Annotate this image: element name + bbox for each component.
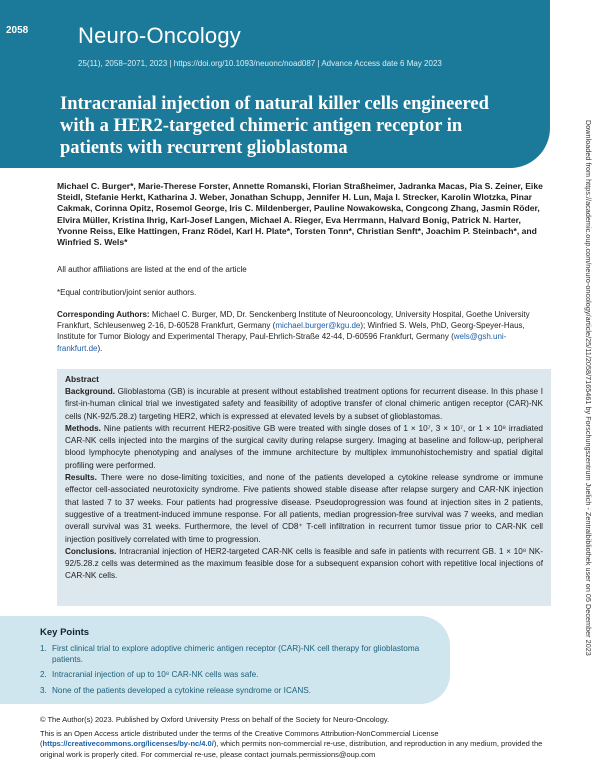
article-citation: 25(11), 2058–2071, 2023 | https://doi.org/10.1093/neuonc/noad087 | Advance Access date 6 May 2023 bbox=[78, 59, 442, 68]
abstract-conclusions bbox=[65, 546, 543, 583]
correspondence-text-1: Michael C. Burger, MD, Dr. Senckenberg Institute of Neurooncology, University Hospital, Goethe University Frankfurt, Schleusenweg 2-16, D-60528 Frankfurt, Germany ( bbox=[57, 310, 530, 331]
license-link[interactable]: https://creativecommons.org/licenses/by-nc/4.0/ bbox=[42, 739, 214, 748]
correspondence-text-2: ); Winfried S. Wels, PhD, Georg-Speyer-Haus, Institute for Tumor Biology and Experimental Therapy, Paul-Ehrlich-Straße 42-44, D-60596 Frankfurt, Germany ( bbox=[57, 321, 525, 342]
key-point-item bbox=[40, 686, 430, 697]
key-point-item bbox=[40, 670, 430, 681]
abstract-box bbox=[57, 369, 551, 606]
page-number: 2058 bbox=[6, 25, 29, 36]
key-point-number: 2. bbox=[40, 670, 47, 679]
license-footer bbox=[40, 715, 546, 760]
methods-text: Nine patients with recurrent HER2-positive GB were treated with single doses of 1 × 10⁷, 3 × 10⁷, or 1 × 10⁸ irradiated CAR-NK cells injected into the margins of the surgical cavity during relapse surgery. Imaging at baseline and follow-up, peripheral blood lymphocyte phenotyping and analyses of the immune architecture by multiplex immunohistochemistry and spatial digital profiling were performed. bbox=[65, 423, 543, 470]
methods-label: Methods. bbox=[65, 423, 101, 433]
key-point-number: 3. bbox=[40, 685, 47, 695]
conclusions-text: Intracranial injection of HER2-targeted CAR-NK cells is feasible and safe in patients with recurrent GB. 1 × 10⁸ NK-92/5.28.z cells was determined as the maximum feasible dose for a subsequent expansion cohort with repetitive local injections of CAR-NK cells. bbox=[65, 546, 543, 581]
background-text: Glioblastoma (GB) is incurable at present without established treatment options for recurrent disease. In this phase I first-in-human clinical trial we investigated safety and feasibility of adoptive transfer of clonal chimeric antigen receptor (CAR)-NK cells (NK-92/5.28.z) targeting HER2, which is expressed at elevated levels by a subset of glioblastomas. bbox=[65, 387, 543, 421]
equal-contribution-note: *Equal contribution/joint senior authors. bbox=[57, 288, 197, 297]
abstract-background bbox=[65, 386, 543, 423]
key-point-text: None of the patients developed a cytokine release syndrome or ICANS. bbox=[52, 685, 311, 695]
abstract-heading: Abstract bbox=[65, 374, 99, 384]
affiliations-note: All author affiliations are listed at the end of the article bbox=[57, 265, 247, 274]
author-list: Michael C. Burger*, Marie-Therese Forster, Annette Romanski, Florian Straßheimer, Jadranka Macas, Pia S. Zeiner, Eike Steidl, Stefanie Herkt, Katharina J. Weber, Jonathan Schupp, Jennifer H. Lun, Maja I. Strecker, Karolin Wlotzka, Pinar Cakmak, Corinna Opitz, Rosemol George, Iris C. Mildenberger, Pauline Nowakowska, Congcong Zhang, Jasmin Röder, Elvira Müller, Kristina Ihrig, Karl-Josef Langen, Michael A. Rieger, Eva Herrmann, Halvard Bonig, Patrick N. Harter, Yvonne Reiss, Elke Hattingen, Franz Rödel, Karl H. Plate*, Torsten Tonn*, Christian Senft*, Joachim P. Steinbach*, and Winfried S. Wels* bbox=[57, 181, 543, 248]
abstract-methods bbox=[65, 423, 543, 472]
header-band bbox=[0, 0, 550, 168]
results-text: There were no dose-limiting toxicities, and none of the patients developed a cytokine release syndrome or immune effector cell-associated neurotoxicity syndrome. Five patients showed stable disease after relapse surgery and CAR-NK injection that lasted 7 to 37 weeks. Four patients had progressive disease. Pseudoprogression was found at injection sites in 2 patients, suggestive of a treatment-induced immune response. For all patients, median progression-free survival was 7 weeks, and median overall survival was 31 weeks. Furthermore, the level of CD8⁺ T-cell infiltration in recurrent tumor tissue prior to CAR-NK cell injection positively correlated with time to progression. bbox=[65, 473, 543, 544]
key-point-number: 1. bbox=[40, 644, 47, 653]
correspondence-label: Corresponding Authors: bbox=[57, 310, 150, 319]
email-link-burger[interactable]: michael.burger@kgu.de bbox=[275, 321, 361, 331]
key-point-item bbox=[40, 644, 430, 665]
results-label: Results. bbox=[65, 473, 97, 483]
download-notice: Downloaded from https://academic.oup.com/neuro-oncology/article/25/11/2058/7165461 by Forschungszentrum Juelich - Zentralbibliothek user on 05 December 2023 bbox=[584, 120, 593, 656]
email-link-wels[interactable]: wels@gsh.uni-frankfurt.de bbox=[57, 332, 507, 353]
key-point-text: First clinical trial to explore adoptive chimeric antigen receptor (CAR)-NK cell therapy for glioblastoma patients. bbox=[52, 644, 420, 664]
article-title: Intracranial injection of natural killer cells engineered with a HER2-targeted chimeric antigen receptor in patients with recurrent glioblastoma bbox=[60, 94, 489, 158]
key-point-text: Intracranial injection of up to 10⁸ CAR-NK cells was safe. bbox=[52, 670, 259, 679]
abstract-results bbox=[65, 472, 543, 546]
conclusions-label: Conclusions. bbox=[65, 546, 117, 556]
correspondence-text-3: ). bbox=[97, 343, 103, 353]
license-text-2: ), which permits non-commercial re-use, distribution, and reproduction in any medium, provided the original work is properly cited. For commercial re-use, please contact journals.permissions@oup.com bbox=[40, 739, 543, 759]
copyright-notice: © The Author(s) 2023. Published by Oxford University Press on behalf of the Society for Neuro-Oncology. bbox=[40, 715, 390, 724]
key-points-list bbox=[40, 644, 430, 696]
key-points-box bbox=[0, 616, 450, 704]
correspondence bbox=[57, 309, 545, 354]
license-text-1: This is an Open Access article distributed under the terms of the Creative Commons Attribution-NonCommercial License ( bbox=[40, 728, 439, 748]
journal-name: Neuro-Oncology bbox=[78, 23, 241, 48]
background-label: Background. bbox=[65, 387, 116, 396]
license-text bbox=[40, 729, 546, 761]
key-points-heading: Key Points bbox=[40, 627, 90, 638]
